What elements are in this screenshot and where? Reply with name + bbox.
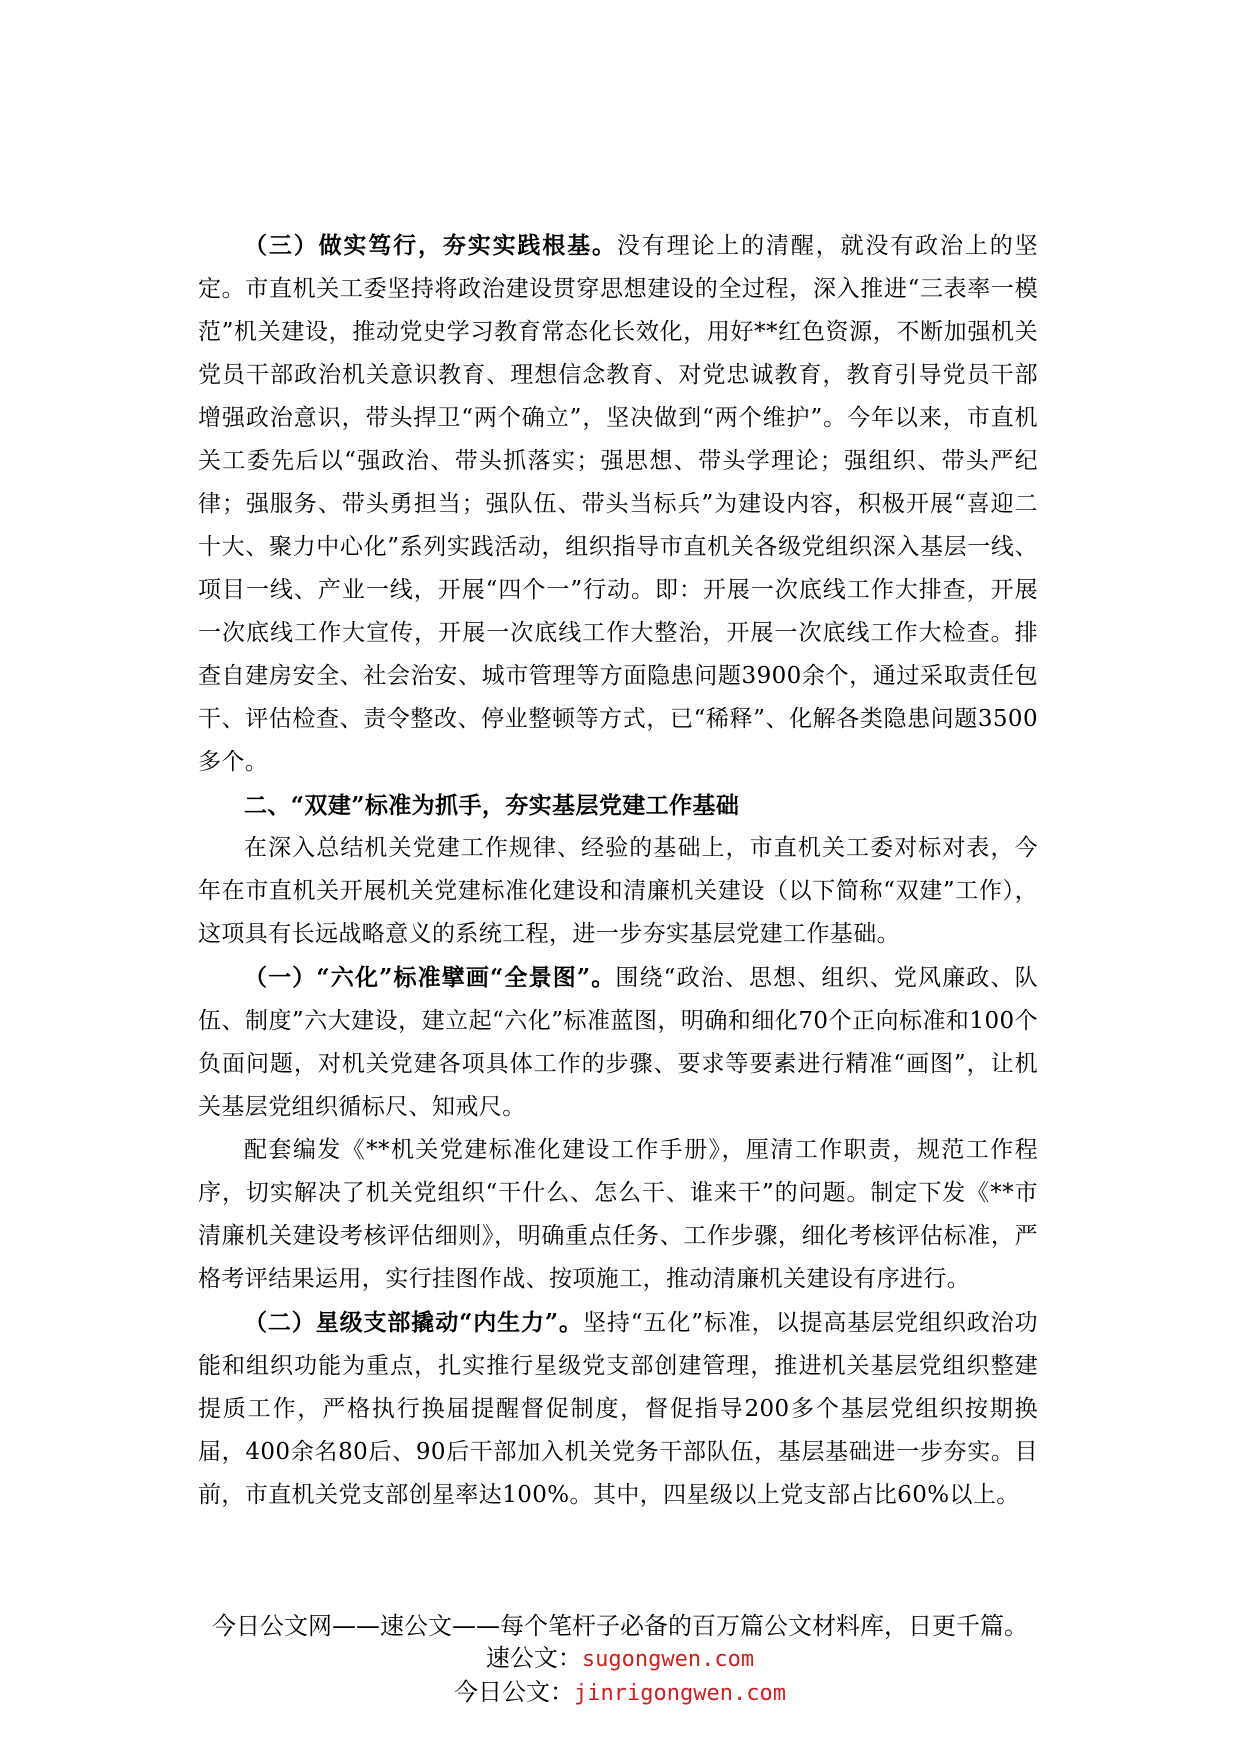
footer-line-jinrigongwen [0, 1676, 1240, 1710]
footer-slogan: 今日公文网——速公文——每个笔杆子必备的百万篇公文材料库，日更千篇。 [212, 1612, 1028, 1640]
footer [0, 1610, 1240, 1710]
manual-paragraph: 配套编发《**机关党建标准化建设工作手册》，厘清工作职责，规范工作程序，切实解决了机关党组织“干什么、怎么干、谁来干”的问题。制定下发《**市清廉机关建设考核评估细则》，明确重点任务、工作步骤，细化考核评估标准，严格考评结果运用，实行挂图作战、按项施工，推动清廉机关建设有序进行。 [198, 1137, 1038, 1292]
subsection-2-lead: （二）星级支部撬动“内生力”。 [244, 1309, 583, 1336]
subsection-1-text: 围绕“政治、思想、组织、党风廉政、队伍、制度”六大建设，建立起“六化”标准蓝图，明确和细化70个正向标准和100个负面问题，对机关党建各项具体工作的步骤、要求等要素进行精准“画图”，让机关基层党组织循标尺、知戒尺。 [198, 965, 1038, 1120]
sugongwen-link[interactable]: sugongwen.com [581, 1647, 755, 1672]
subsection-1-lead: （一）“六化”标准擘画“全景图”。 [244, 964, 616, 991]
section-2-intro: 在深入总结机关党建工作规律、经验的基础上，市直机关工委对标对表，今年在市直机关开展机关党建标准化建设和清廉机关建设（以下简称“双建”工作），这项具有长远战略意义的系统工程，进一步夯实基层党建工作基础。 [198, 835, 1038, 947]
subsection-2-paragraph [198, 1301, 1038, 1517]
footer-jinrigongwen-label: 今日公文： [454, 1678, 575, 1706]
jinrigongwen-link[interactable]: jinrigongwen.com [574, 1681, 786, 1706]
section-3-lead: （三）做实笃行，夯实实践根基。 [244, 232, 617, 259]
section-3-text: 没有理论上的清醒，就没有政治上的坚定。市直机关工委坚持将政治建设贯穿思想建设的全过程，深入推进“三表率一模范”机关建设，推动党史学习教育常态化长效化，用好**红色资源，不断加强机关党员干部政治机关意识教育、理想信念教育、对党忠诚教育，教育引导党员干部增强政治意识，带头捍卫“两个确立”，坚决做到“两个维护”。今年以来，市直机关工委先后以“强政治、带头抓落实；强思想、带头学理论；强组织、带头严纪律；强服务、带头勇担当；强队伍、带头当标兵”为建设内容，积极开展“喜迎二十大、聚力中心化”系列实践活动，组织指导市直机关各级党组织深入基层一线、项目一线、产业一线，开展“四个一”行动。即：开展一次底线工作大排查，开展一次底线工作大宣传，开展一次底线工作大整治，开展一次底线工作大检查。排查自建房安全、社会治安、城市管理等方面隐患问题3900余个，通过采取责任包干、评估检查、责令整改、停业整顿等方式，已“稀释”、化解各类隐患问题3500多个。 [198, 233, 1038, 775]
subsection-2-text: 坚持“五化”标准，以提高基层党组织政治功能和组织功能为重点，扎实推行星级党支部创建管理，推进机关基层党组织整建提质工作，严格执行换届提醒督促制度，督促指导200多个基层党组织按期换届，400余名80后、90后干部加入机关党务干部队伍，基层基础进一步夯实。目前，市直机关党支部创星率达100%。其中，四星级以上党支部占比60%以上。 [198, 1310, 1038, 1508]
subsection-1-paragraph [198, 956, 1038, 1129]
document-body [198, 224, 1038, 1517]
section-2-heading: 二、“双建”标准为抓手，夯实基层党建工作基础 [244, 792, 740, 819]
section-3-paragraph [198, 224, 1038, 784]
footer-sugongwen-label: 速公文： [485, 1644, 582, 1672]
footer-line-sugongwen [0, 1642, 1240, 1676]
